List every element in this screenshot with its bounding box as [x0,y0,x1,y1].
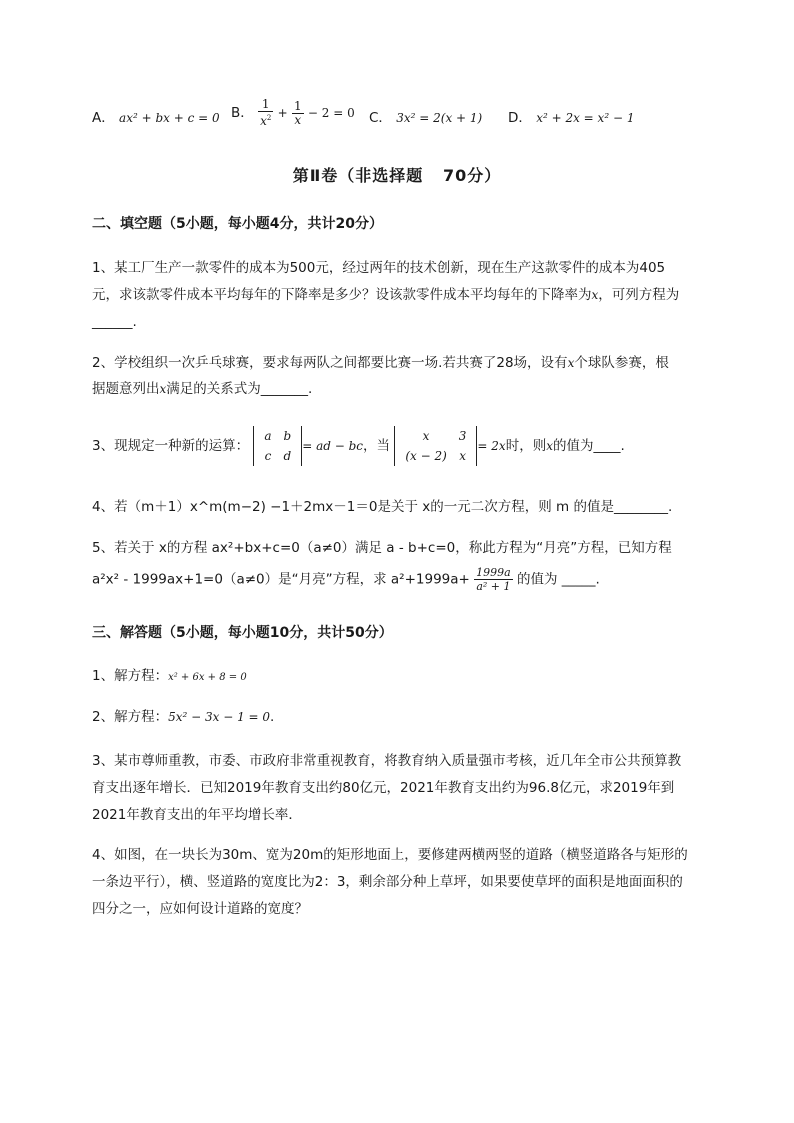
s2-q2-variable-2: x [159,382,167,396]
option-a-label: A． [92,110,115,126]
s2-q2-line2 [92,379,312,399]
s2-q1-line2 [92,285,679,305]
part-2-title: 第Ⅱ卷（非选择题 70分） [292,166,502,185]
s2-q2-text-a: 2、学校组织一次乒乓球赛，要求每两队之间都要比赛一场.若共赛了28场，设有 [92,355,568,371]
s3-q3-line2: 育支出逐年增长．已知2019年教育支出约80亿元，2021年教育支出约为96.8亿元，求2019年到 [92,780,675,796]
s2-q1-text: 元，求该款零件成本平均每年的下降率是多少？设该款零件成本平均每年的下降率为 [92,287,592,303]
s2-q3-definition: = ad − bc [302,439,364,453]
s2-q3-determinant-def: a b c d [253,426,302,466]
s2-q1-blank: ______. [92,314,137,330]
option-c-label: C． [369,110,392,126]
s2-q5-line2 [92,566,600,593]
s2-q2-variable: x [567,356,575,370]
s2-q5-frac-den: a² + 1 [476,580,511,593]
s2-q3-prefix: 3、现规定一种新的运算： [92,438,250,454]
option-c [369,108,482,128]
s2-q3-variable: x [546,439,553,453]
section-3-heading: 三、解答题（5小题，每小题10分，共计50分） [92,625,393,641]
option-d-expression: x² + 2x = x² − 1 [536,111,635,125]
s2-q2-text-d: 满足的关系式为_______. [166,381,313,397]
s2-q1-text-end: ，可列方程为 [598,287,680,303]
s2-q1-line1: 1、某工厂生产一款零件的成本为500元，经过两年的技术创新，现在生产这款零件的成本为405 [92,260,666,276]
s2-q4: 4、若（m＋1）x^m(m−2) −1＋2mx－1＝0是关于 x的一元二次方程，则 m 的值是________. [92,499,673,515]
s3-q2-expression: 5x² − 3x − 1 = 0 [168,710,271,724]
s2-q3 [92,426,625,466]
option-b-label: B． [231,105,254,121]
s2-q1-variable: x [591,288,599,302]
s2-q5-text-b: 的值为 _____. [517,571,600,588]
s2-q3-mid: ，当 [363,438,391,454]
option-b-frac-2: $\frac{1}{x}$ [293,98,302,127]
s2-q3-determinant-eq: x 3 (x − 2) x [394,426,477,466]
s2-q2-text-b: 个球队参赛，根 [574,355,669,371]
s3-q3-line1: 3、某市尊师重教，市委、市政府非常重视教育，将教育纳入质量强市考核，近几年全市公共预算教 [92,753,682,769]
s3-q2-end: . [270,709,275,725]
s2-q2-line1 [92,353,669,373]
option-b-tail: − 2 = 0 [307,106,355,120]
s2-q5-fraction [474,566,513,593]
s3-q4-line1: 4、如图，在一块长为30m、宽为20m的矩形地面上，要修建两横两竖的道路（横竖道路各与矩形的 [92,847,688,863]
option-b: B． $\frac{1}{x^2}$ + $\frac{1}{x}$ − 2 = 0 [231,97,355,128]
option-d [508,108,634,128]
option-d-label: D． [508,110,532,126]
s2-q3-when: 时，则 [505,438,547,454]
s2-q3-equation: = 2x [477,439,506,453]
s2-q2-text-c: 据题意列出 [92,381,160,397]
s3-q4-line3: 四分之一，应如何设计道路的宽度？ [92,901,308,917]
option-a [92,108,220,128]
section-2-heading: 二、填空题（5小题，每小题4分，共计20分） [92,216,383,232]
option-c-expression: 3x² = 2(x + 1) [396,111,483,125]
s2-q5-text-a: a²x² - 1999ax+1=0（a≠0）是“月亮”方程，求 a²+1999a+ [92,571,470,588]
s2-q5-frac-num: 1999a [476,566,511,579]
s3-q4-line2: 一条边平行），横、竖道路的宽度比为2：3，剩余部分种上草坪，如果要使草坪的面积是地面面积的 [92,874,683,890]
s3-q1-label: 1、解方程： [92,668,169,684]
s2-q5-line1: 5、若关于 x的方程 ax²+bx+c=0（a≠0）满足 a - b+c=0，称此方程为“月亮”方程，已知方程 [92,540,672,556]
s3-q1-expression: x² + 6x + 8 = 0 [168,672,247,683]
option-a-expression: ax² + bx + c = 0 [119,111,220,125]
s3-q1 [92,666,247,688]
s2-q3-end: 的值为____. [552,438,625,454]
s3-q2-label: 2、解方程： [92,709,169,725]
s3-q2 [92,707,274,727]
option-b-frac-1: $\frac{1}{x^2}$ [260,97,272,128]
s3-q3-line3: 2021年教育支出的年平均增长率． [92,807,302,823]
